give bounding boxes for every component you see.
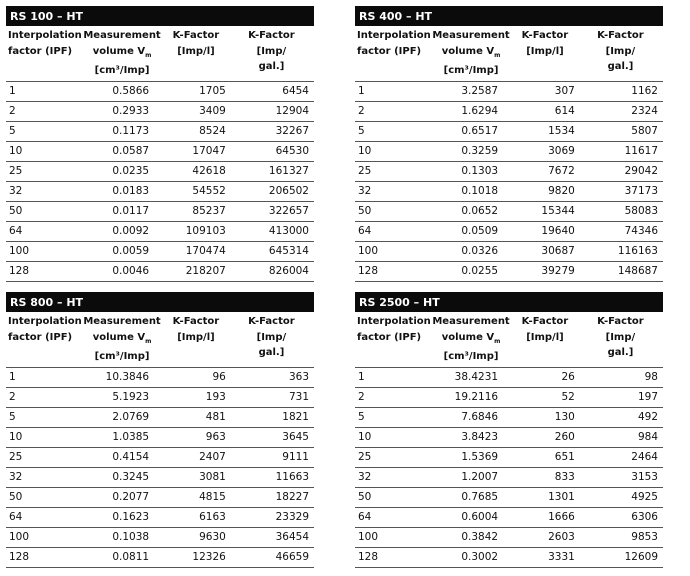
table-panel-rs400 bbox=[355, 6, 663, 282]
cell-k-factor-gallon: 116163 bbox=[580, 241, 663, 261]
table-row bbox=[6, 221, 314, 241]
cell-ipf: 100 bbox=[6, 527, 83, 547]
header-text: [Imp/ bbox=[605, 331, 636, 343]
cell-k-factor-liter: 1534 bbox=[512, 121, 580, 141]
cell-ipf: 10 bbox=[355, 427, 432, 447]
cell-ipf: 128 bbox=[355, 261, 432, 281]
header-text: gal.] bbox=[258, 61, 285, 72]
table-row bbox=[6, 487, 314, 507]
table-title: RS 400 – HT bbox=[355, 6, 663, 26]
cell-ipf: 32 bbox=[355, 467, 432, 487]
header-text: [cm³/Imp] bbox=[94, 65, 150, 76]
cell-ipf: 10 bbox=[355, 141, 432, 161]
header-k-factor-gallon bbox=[580, 312, 663, 367]
cell-volume: 0.1173 bbox=[83, 121, 163, 141]
cell-k-factor-gallon: 492 bbox=[580, 407, 663, 427]
spec-table bbox=[355, 26, 663, 282]
cell-k-factor-liter: 1666 bbox=[512, 507, 580, 527]
header-k-factor-liter bbox=[512, 26, 580, 81]
header-text: [Imp/l] bbox=[526, 331, 564, 343]
cell-k-factor-gallon: 2324 bbox=[580, 101, 663, 121]
table-row bbox=[355, 527, 663, 547]
table-row bbox=[355, 507, 663, 527]
spec-table bbox=[6, 312, 314, 568]
cell-k-factor-liter: 2603 bbox=[512, 527, 580, 547]
cell-ipf: 25 bbox=[6, 447, 83, 467]
cell-k-factor-liter: 12326 bbox=[163, 547, 231, 567]
table-row bbox=[6, 161, 314, 181]
table-row bbox=[6, 447, 314, 467]
cell-k-factor-liter: 17047 bbox=[163, 141, 231, 161]
header-text: [Imp/ bbox=[605, 45, 636, 57]
cell-k-factor-gallon: 5807 bbox=[580, 121, 663, 141]
cell-ipf: 128 bbox=[355, 547, 432, 567]
cell-volume: 0.1303 bbox=[432, 161, 512, 181]
cell-volume: 0.1018 bbox=[432, 181, 512, 201]
cell-k-factor-gallon: 984 bbox=[580, 427, 663, 447]
cell-k-factor-liter: 39279 bbox=[512, 261, 580, 281]
cell-k-factor-gallon: 731 bbox=[231, 387, 314, 407]
cell-k-factor-gallon: 197 bbox=[580, 387, 663, 407]
header-ipf bbox=[6, 312, 83, 367]
cell-volume: 5.1923 bbox=[83, 387, 163, 407]
cell-volume: 3.8423 bbox=[432, 427, 512, 447]
table-title: RS 2500 – HT bbox=[355, 292, 663, 312]
cell-k-factor-gallon: 3645 bbox=[231, 427, 314, 447]
cell-k-factor-liter: 7672 bbox=[512, 161, 580, 181]
cell-k-factor-liter: 481 bbox=[163, 407, 231, 427]
cell-ipf: 5 bbox=[355, 121, 432, 141]
table-row bbox=[355, 547, 663, 567]
cell-ipf: 64 bbox=[6, 507, 83, 527]
table-row bbox=[355, 161, 663, 181]
cell-k-factor-liter: 3069 bbox=[512, 141, 580, 161]
table-panel-rs100 bbox=[6, 6, 314, 282]
header-ipf bbox=[355, 26, 432, 81]
table-row bbox=[355, 201, 663, 221]
table-row bbox=[6, 101, 314, 121]
header-volume bbox=[432, 26, 512, 81]
table-row bbox=[6, 141, 314, 161]
cell-ipf: 10 bbox=[6, 427, 83, 447]
cell-ipf: 2 bbox=[6, 101, 83, 121]
cell-ipf: 1 bbox=[355, 81, 432, 101]
cell-volume: 0.4154 bbox=[83, 447, 163, 467]
cell-k-factor-gallon: 2464 bbox=[580, 447, 663, 467]
cell-k-factor-liter: 42618 bbox=[163, 161, 231, 181]
cell-k-factor-gallon: 1162 bbox=[580, 81, 663, 101]
cell-ipf: 2 bbox=[355, 387, 432, 407]
cell-ipf: 25 bbox=[6, 161, 83, 181]
header-volume bbox=[83, 26, 163, 81]
header-text: factor (IPF) bbox=[8, 331, 73, 343]
header-text: [Imp/l] bbox=[177, 45, 215, 57]
header-k-factor-gallon bbox=[231, 312, 314, 367]
cell-k-factor-liter: 130 bbox=[512, 407, 580, 427]
table-row bbox=[6, 181, 314, 201]
header-text: Measurement bbox=[432, 316, 510, 327]
cell-ipf: 10 bbox=[6, 141, 83, 161]
header-k-factor-liter bbox=[163, 26, 231, 81]
cell-k-factor-gallon: 23329 bbox=[231, 507, 314, 527]
header-volume bbox=[432, 312, 512, 367]
cell-k-factor-gallon: 11663 bbox=[231, 467, 314, 487]
cell-ipf: 50 bbox=[355, 201, 432, 221]
table-row bbox=[6, 387, 314, 407]
table-row bbox=[355, 487, 663, 507]
cell-volume: 0.0509 bbox=[432, 221, 512, 241]
cell-volume: 0.2077 bbox=[83, 487, 163, 507]
table-row bbox=[6, 121, 314, 141]
table-row bbox=[355, 101, 663, 121]
cell-k-factor-gallon: 322657 bbox=[231, 201, 314, 221]
header-text: factor (IPF) bbox=[8, 45, 73, 57]
cell-volume: 0.7685 bbox=[432, 487, 512, 507]
header-text: Interpolation bbox=[357, 30, 431, 41]
cell-volume: 0.6004 bbox=[432, 507, 512, 527]
table-row bbox=[6, 241, 314, 261]
cell-k-factor-gallon: 826004 bbox=[231, 261, 314, 281]
cell-volume: 1.5369 bbox=[432, 447, 512, 467]
table-row bbox=[355, 141, 663, 161]
header-text: gal.] bbox=[607, 61, 634, 72]
cell-ipf: 100 bbox=[6, 241, 83, 261]
table-row bbox=[355, 261, 663, 281]
table-row bbox=[355, 387, 663, 407]
table-row bbox=[355, 241, 663, 261]
header-text: [cm³/Imp] bbox=[94, 351, 150, 362]
cell-ipf: 32 bbox=[6, 467, 83, 487]
cell-k-factor-liter: 30687 bbox=[512, 241, 580, 261]
cell-volume: 0.0046 bbox=[83, 261, 163, 281]
cell-ipf: 2 bbox=[6, 387, 83, 407]
header-row bbox=[6, 26, 314, 81]
cell-k-factor-gallon: 98 bbox=[580, 367, 663, 387]
cell-ipf: 100 bbox=[355, 241, 432, 261]
table-row bbox=[6, 201, 314, 221]
cell-ipf: 64 bbox=[355, 221, 432, 241]
table-panel-rs800 bbox=[6, 292, 314, 568]
table-row bbox=[355, 407, 663, 427]
cell-k-factor-liter: 9820 bbox=[512, 181, 580, 201]
table-row bbox=[6, 427, 314, 447]
header-text: K-Factor bbox=[521, 30, 569, 41]
cell-ipf: 1 bbox=[6, 367, 83, 387]
cell-volume: 0.3842 bbox=[432, 527, 512, 547]
spec-table bbox=[355, 312, 663, 568]
cell-ipf: 100 bbox=[355, 527, 432, 547]
header-row bbox=[355, 312, 663, 367]
cell-k-factor-gallon: 18227 bbox=[231, 487, 314, 507]
cell-k-factor-liter: 15344 bbox=[512, 201, 580, 221]
cell-k-factor-liter: 833 bbox=[512, 467, 580, 487]
header-row bbox=[355, 26, 663, 81]
header-text: Interpolation bbox=[8, 316, 82, 327]
table-row bbox=[6, 367, 314, 387]
header-text: [Imp/ bbox=[256, 45, 287, 57]
header-ipf bbox=[355, 312, 432, 367]
cell-volume: 0.3259 bbox=[432, 141, 512, 161]
cell-volume: 38.4231 bbox=[432, 367, 512, 387]
header-k-factor-liter bbox=[512, 312, 580, 367]
cell-volume: 0.0811 bbox=[83, 547, 163, 567]
table-row bbox=[6, 261, 314, 281]
cell-k-factor-liter: 1705 bbox=[163, 81, 231, 101]
header-k-factor-gallon bbox=[231, 26, 314, 81]
cell-volume: 0.3245 bbox=[83, 467, 163, 487]
cell-ipf: 128 bbox=[6, 547, 83, 567]
cell-k-factor-liter: 8524 bbox=[163, 121, 231, 141]
table-row bbox=[355, 467, 663, 487]
cell-k-factor-gallon: 12609 bbox=[580, 547, 663, 567]
cell-volume: 0.0235 bbox=[83, 161, 163, 181]
cell-k-factor-gallon: 1821 bbox=[231, 407, 314, 427]
header-text: Measurement bbox=[83, 316, 161, 327]
header-text: [Imp/ bbox=[256, 331, 287, 343]
cell-k-factor-gallon: 64530 bbox=[231, 141, 314, 161]
cell-k-factor-liter: 6163 bbox=[163, 507, 231, 527]
cell-k-factor-liter: 26 bbox=[512, 367, 580, 387]
cell-ipf: 64 bbox=[6, 221, 83, 241]
cell-volume: 1.0385 bbox=[83, 427, 163, 447]
cell-k-factor-gallon: 363 bbox=[231, 367, 314, 387]
cell-volume: 2.0769 bbox=[83, 407, 163, 427]
cell-volume: 0.1623 bbox=[83, 507, 163, 527]
header-text: volume V bbox=[441, 331, 495, 343]
cell-k-factor-liter: 96 bbox=[163, 367, 231, 387]
header-text: factor (IPF) bbox=[357, 45, 422, 57]
cell-k-factor-gallon: 9853 bbox=[580, 527, 663, 547]
header-text: [cm³/Imp] bbox=[443, 351, 499, 362]
cell-k-factor-gallon: 413000 bbox=[231, 221, 314, 241]
table-row bbox=[6, 81, 314, 101]
table-row bbox=[6, 527, 314, 547]
cell-volume: 0.0059 bbox=[83, 241, 163, 261]
cell-ipf: 128 bbox=[6, 261, 83, 281]
header-text: K-Factor bbox=[248, 316, 295, 327]
cell-ipf: 5 bbox=[6, 121, 83, 141]
cell-k-factor-gallon: 6306 bbox=[580, 507, 663, 527]
header-text: volume V bbox=[92, 331, 146, 343]
header-text: K-Factor bbox=[521, 316, 569, 327]
cell-volume: 0.0255 bbox=[432, 261, 512, 281]
cell-ipf: 64 bbox=[355, 507, 432, 527]
cell-volume: 0.0587 bbox=[83, 141, 163, 161]
cell-volume: 0.0117 bbox=[83, 201, 163, 221]
header-text: K-Factor bbox=[248, 30, 295, 41]
cell-k-factor-gallon: 148687 bbox=[580, 261, 663, 281]
table-row bbox=[355, 367, 663, 387]
header-text: [Imp/l] bbox=[177, 331, 215, 343]
header-ipf bbox=[6, 26, 83, 81]
cell-k-factor-liter: 54552 bbox=[163, 181, 231, 201]
cell-k-factor-gallon: 4925 bbox=[580, 487, 663, 507]
cell-volume: 10.3846 bbox=[83, 367, 163, 387]
cell-volume: 0.1038 bbox=[83, 527, 163, 547]
header-text: Measurement bbox=[83, 30, 161, 41]
header-text: [Imp/l] bbox=[526, 45, 564, 57]
table-row bbox=[355, 181, 663, 201]
cell-k-factor-gallon: 74346 bbox=[580, 221, 663, 241]
cell-k-factor-liter: 651 bbox=[512, 447, 580, 467]
cell-k-factor-liter: 218207 bbox=[163, 261, 231, 281]
table-row bbox=[6, 407, 314, 427]
header-text: K-Factor bbox=[597, 316, 644, 327]
cell-ipf: 1 bbox=[6, 81, 83, 101]
header-text bbox=[83, 44, 161, 64]
header-text: K-Factor bbox=[597, 30, 644, 41]
header-text: [cm³/Imp] bbox=[443, 65, 499, 76]
header-text bbox=[432, 44, 510, 64]
cell-k-factor-gallon: 9111 bbox=[231, 447, 314, 467]
header-row bbox=[6, 312, 314, 367]
cell-k-factor-gallon: 46659 bbox=[231, 547, 314, 567]
cell-ipf: 5 bbox=[6, 407, 83, 427]
table-row bbox=[355, 447, 663, 467]
header-subscript: m bbox=[494, 51, 501, 59]
table-row bbox=[355, 221, 663, 241]
cell-k-factor-liter: 963 bbox=[163, 427, 231, 447]
cell-volume: 0.0652 bbox=[432, 201, 512, 221]
cell-k-factor-gallon: 206502 bbox=[231, 181, 314, 201]
cell-k-factor-liter: 109103 bbox=[163, 221, 231, 241]
table-row bbox=[355, 427, 663, 447]
header-text: Interpolation bbox=[8, 30, 82, 41]
cell-k-factor-gallon: 36454 bbox=[231, 527, 314, 547]
spec-table bbox=[6, 26, 314, 282]
header-subscript: m bbox=[494, 337, 501, 345]
cell-k-factor-gallon: 37173 bbox=[580, 181, 663, 201]
table-row bbox=[6, 547, 314, 567]
cell-k-factor-gallon: 29042 bbox=[580, 161, 663, 181]
header-text: K-Factor bbox=[172, 30, 220, 41]
cell-k-factor-liter: 85237 bbox=[163, 201, 231, 221]
cell-volume: 1.2007 bbox=[432, 467, 512, 487]
header-text: gal.] bbox=[607, 347, 634, 358]
header-text: gal.] bbox=[258, 347, 285, 358]
cell-k-factor-liter: 260 bbox=[512, 427, 580, 447]
cell-k-factor-gallon: 6454 bbox=[231, 81, 314, 101]
cell-ipf: 32 bbox=[355, 181, 432, 201]
cell-volume: 0.6517 bbox=[432, 121, 512, 141]
header-text: volume V bbox=[92, 45, 146, 57]
cell-k-factor-gallon: 12904 bbox=[231, 101, 314, 121]
header-k-factor-liter bbox=[163, 312, 231, 367]
cell-ipf: 32 bbox=[6, 181, 83, 201]
cell-volume: 3.2587 bbox=[432, 81, 512, 101]
cell-k-factor-gallon: 645314 bbox=[231, 241, 314, 261]
cell-ipf: 25 bbox=[355, 447, 432, 467]
header-volume bbox=[83, 312, 163, 367]
header-text: volume V bbox=[441, 45, 495, 57]
cell-ipf: 1 bbox=[355, 367, 432, 387]
cell-k-factor-liter: 3081 bbox=[163, 467, 231, 487]
cell-k-factor-liter: 170474 bbox=[163, 241, 231, 261]
cell-k-factor-liter: 193 bbox=[163, 387, 231, 407]
cell-volume: 0.3002 bbox=[432, 547, 512, 567]
table-panel-rs2500 bbox=[355, 292, 663, 568]
cell-k-factor-liter: 1301 bbox=[512, 487, 580, 507]
cell-k-factor-gallon: 32267 bbox=[231, 121, 314, 141]
table-row bbox=[355, 81, 663, 101]
header-subscript: m bbox=[145, 51, 152, 59]
table-title: RS 800 – HT bbox=[6, 292, 314, 312]
cell-volume: 19.2116 bbox=[432, 387, 512, 407]
cell-ipf: 50 bbox=[6, 201, 83, 221]
header-text: factor (IPF) bbox=[357, 331, 422, 343]
cell-k-factor-liter: 2407 bbox=[163, 447, 231, 467]
cell-k-factor-liter: 3409 bbox=[163, 101, 231, 121]
cell-k-factor-gallon: 11617 bbox=[580, 141, 663, 161]
cell-ipf: 25 bbox=[355, 161, 432, 181]
cell-volume: 0.0326 bbox=[432, 241, 512, 261]
cell-k-factor-liter: 614 bbox=[512, 101, 580, 121]
cell-ipf: 50 bbox=[355, 487, 432, 507]
cell-volume: 7.6846 bbox=[432, 407, 512, 427]
cell-volume: 0.5866 bbox=[83, 81, 163, 101]
header-subscript: m bbox=[145, 337, 152, 345]
cell-volume: 1.6294 bbox=[432, 101, 512, 121]
cell-k-factor-liter: 19640 bbox=[512, 221, 580, 241]
cell-k-factor-gallon: 3153 bbox=[580, 467, 663, 487]
table-row bbox=[6, 467, 314, 487]
cell-k-factor-liter: 52 bbox=[512, 387, 580, 407]
header-k-factor-gallon bbox=[580, 26, 663, 81]
cell-k-factor-liter: 3331 bbox=[512, 547, 580, 567]
header-text: K-Factor bbox=[172, 316, 220, 327]
cell-k-factor-liter: 4815 bbox=[163, 487, 231, 507]
cell-ipf: 2 bbox=[355, 101, 432, 121]
cell-k-factor-gallon: 58083 bbox=[580, 201, 663, 221]
cell-k-factor-gallon: 161327 bbox=[231, 161, 314, 181]
table-row bbox=[355, 121, 663, 141]
cell-k-factor-liter: 307 bbox=[512, 81, 580, 101]
table-row bbox=[6, 507, 314, 527]
header-text bbox=[432, 330, 510, 350]
cell-ipf: 50 bbox=[6, 487, 83, 507]
table-title: RS 100 – HT bbox=[6, 6, 314, 26]
header-text: Interpolation bbox=[357, 316, 431, 327]
header-text: Measurement bbox=[432, 30, 510, 41]
header-text bbox=[83, 330, 161, 350]
cell-ipf: 5 bbox=[355, 407, 432, 427]
cell-volume: 0.0092 bbox=[83, 221, 163, 241]
cell-k-factor-liter: 9630 bbox=[163, 527, 231, 547]
cell-volume: 0.2933 bbox=[83, 101, 163, 121]
cell-volume: 0.0183 bbox=[83, 181, 163, 201]
